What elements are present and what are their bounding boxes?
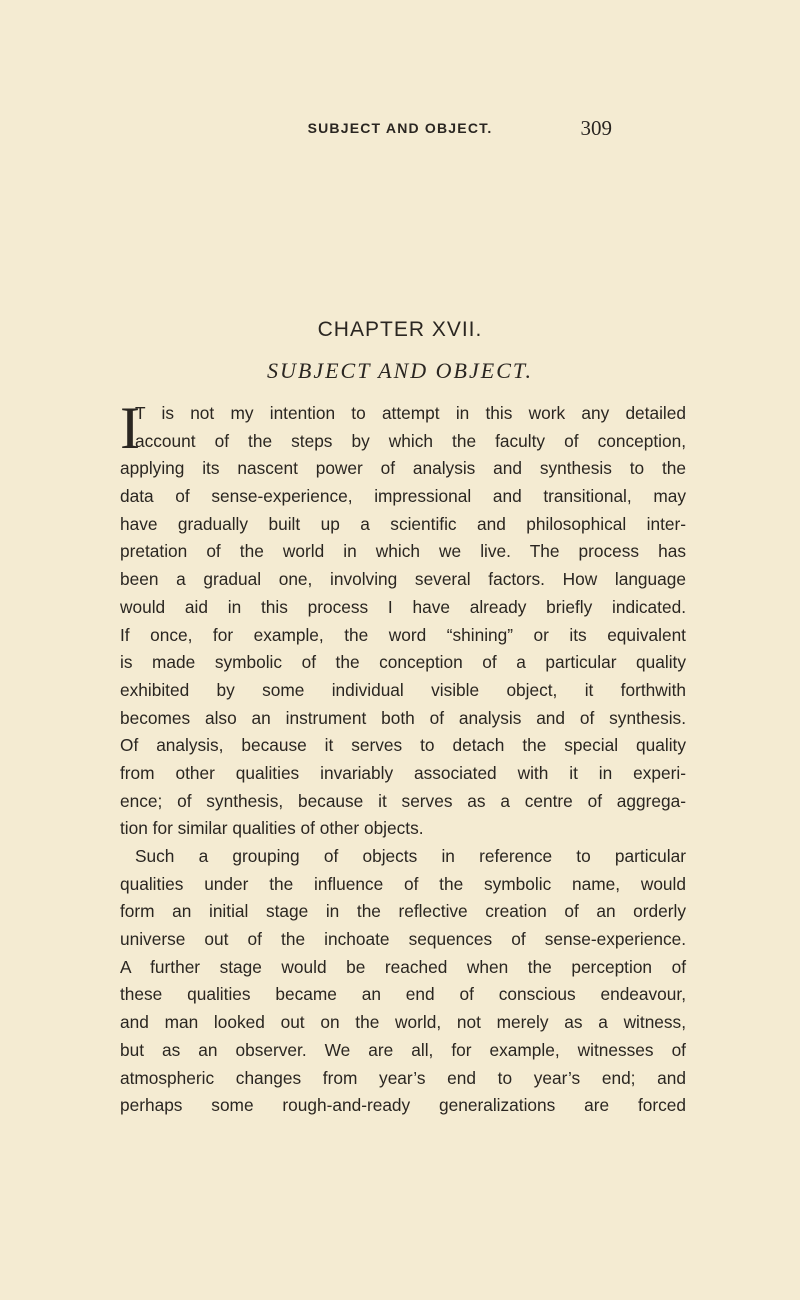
text-line: data of sense-experience, impressional and transitional, may	[120, 486, 686, 507]
text-line: these qualities became an end of conscious endeavour,	[120, 984, 686, 1005]
running-title: SUBJECT AND OBJECT.	[307, 120, 493, 136]
text-line: ence; of synthesis, because it serves as a centre of aggrega-	[120, 790, 686, 811]
text-line: atmospheric changes from year’s end to year’s end; and	[120, 1067, 686, 1088]
text-line: pretation of the world in which we live. The process has	[120, 541, 686, 562]
body-text	[120, 395, 686, 1120]
text-line: but as an observer. We are all, for example, witnesses of	[120, 1039, 686, 1060]
chapter-number: CHAPTER XVII.	[317, 318, 483, 341]
text-line: form an initial stage in the reflective creation of an orderly	[120, 901, 686, 922]
text-line: account of the steps by which the faculty of conception,	[135, 430, 686, 451]
text-line: Of analysis, because it serves to detach the special quality	[120, 735, 686, 756]
page-number: 309	[580, 116, 612, 140]
text-line: from other qualities invariably associated with it in experi-	[120, 762, 686, 783]
drop-cap: I	[120, 395, 140, 461]
running-head	[0, 116, 800, 146]
text-line: applying its nascent power of analysis and synthesis to the	[120, 458, 686, 479]
text-line: qualities under the influence of the symbolic name, would	[120, 873, 686, 894]
text-line: been a gradual one, involving several factors. How language	[120, 569, 686, 590]
chapter-title: SUBJECT AND OBJECT.	[267, 358, 533, 383]
text-line: have gradually built up a scientific and philosophical inter-	[120, 513, 686, 534]
text-line: If once, for example, the word “shining” or its equivalent	[120, 624, 686, 645]
text-line: universe out of the inchoate sequences of sense-experience.	[120, 929, 686, 950]
text-line: A further stage would be reached when the perception of	[120, 956, 686, 977]
text-line: exhibited by some individual visible object, it forthwith	[120, 679, 686, 700]
text-line: Such a grouping of objects in reference to particular	[135, 846, 686, 866]
text-line: and man looked out on the world, not merely as a witness,	[120, 1012, 686, 1033]
text-line: becomes also an instrument both of analysis and of synthesis.	[120, 707, 686, 728]
opening-paragraph-start	[120, 395, 686, 461]
text-line: tion for similar qualities of other objects.	[120, 818, 424, 839]
text-line: is made symbolic of the conception of a particular quality	[120, 652, 686, 673]
text-line: would aid in this process I have already briefly indicated.	[120, 596, 686, 617]
text-line: T is not my intention to attempt in this work any detailed	[135, 403, 686, 423]
text-line: perhaps some rough-and-ready generalizations are forced	[120, 1095, 686, 1116]
